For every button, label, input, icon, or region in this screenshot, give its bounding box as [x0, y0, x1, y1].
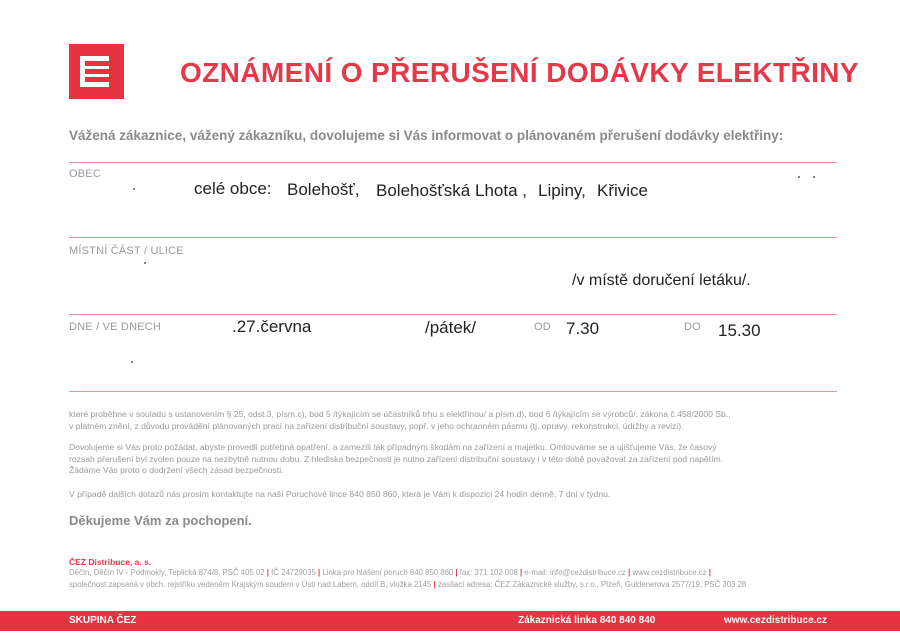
separator: |: [520, 568, 523, 577]
footer-web: www.cezdistribuce.cz: [724, 615, 827, 626]
ulice-label: MÍSTNÍ ČÁST / ULICE: [69, 245, 184, 257]
separator: |: [433, 579, 436, 589]
request-line: Dovolujeme si Vás proto požádat, abyste provedli potřebná opatření, a zamezili tak případným škodám na zařízení a majetku. Omlouváme se a ujišťujeme Vás, že časový: [69, 442, 717, 452]
legal-line: v platném znění, z důvodu provádění plánovaných prací na zařízení distribuční soustavy, popř. v jeho ochranném pásmu (tj. opravy, rekonstrukci, údržby a revizi).: [69, 420, 684, 431]
dne-label: DNE / VE DNECH: [69, 321, 162, 333]
obec-value: Bolehošťská Lhota ,: [376, 181, 527, 200]
footer-group: SKUPINA ČEZ: [69, 615, 137, 626]
obec-label: OBEC: [69, 168, 101, 180]
stray-mark: [813, 176, 815, 178]
request-line: rozsah přerušení byl zvolen pouze na nezbytně nutnou dobu. Z hlediska bezpečnosti je nutno zařízení distribuční soustavy i v této době považovat za zařízení pod napětím.: [69, 453, 724, 464]
stray-mark: [133, 188, 135, 190]
od-value: 7.30: [566, 319, 600, 338]
form-rule: [69, 162, 837, 163]
obec-value: Lipiny,: [538, 181, 586, 200]
legal-paragraph: [69, 409, 849, 432]
page-title: OZNÁMENÍ O PŘERUŠENÍ DODÁVKY ELEKTŘINY: [180, 57, 859, 88]
stray-mark: [144, 262, 146, 264]
obec-prefix: celé obce:: [194, 179, 272, 198]
separator: |: [628, 568, 631, 577]
email: e-mail: info@cezdistribuce.cz: [524, 568, 626, 577]
cez-logo-icon: [69, 44, 124, 99]
registry-text: společnost zapsaná v obch. rejstříku vedeném Krajským soudem v Ústí nad Labem, oddíl B, vložka 2145: [69, 579, 432, 589]
ulice-value: /v místě doručení letáku/.: [572, 272, 751, 289]
company-id: IČ 24729035: [271, 568, 316, 577]
stray-mark: [798, 176, 800, 178]
date-value: .27.června: [232, 317, 312, 336]
obec-value: Bolehošť,: [287, 180, 360, 199]
separator: |: [266, 568, 269, 577]
separator: |: [455, 568, 458, 577]
company-address: [69, 567, 746, 590]
separator: |: [708, 568, 711, 577]
fax: fax: 371 102 008: [459, 568, 518, 577]
do-label: DO: [684, 321, 701, 333]
fault-line: Linka pro hlášení poruch 840 850 860: [322, 568, 454, 577]
stray-mark: [131, 361, 133, 363]
cez-logo: [69, 44, 124, 99]
company-name: ČEZ Distribuce, a. s.: [69, 557, 152, 567]
mailing-address: zasílací adresa: ČEZ Zákaznické služby, s.r.o., Plzeň, Guldenerova 2577/19, PSČ 303 28: [437, 579, 747, 589]
thanks-text: Děkujeme Vám za pochopení.: [69, 513, 252, 528]
footer-hotline: Zákaznická linka 840 840 840: [518, 615, 656, 626]
separator: |: [317, 568, 321, 577]
intro-text: Vážená zákaznice, vážený zákazníku, dovolujeme si Vás informovat o plánovaném přerušení dodávky elektřiny:: [69, 128, 784, 143]
form-rule: [69, 391, 837, 392]
address-text: Děčín, Děčín IV - Podmokly, Teplická 874/8, PSČ 405 02: [69, 568, 265, 577]
do-value: 15.30: [718, 321, 761, 340]
request-line: Žádáme Vás proto o dodržení všech zásad bezpečnosti.: [69, 465, 284, 476]
footer-bar: [0, 611, 900, 631]
weekday-value: /pátek/: [425, 318, 477, 337]
contact-paragraph: V případě dalších dotazů nás prosím kontaktujte na naší Poruchové lince 840 850 860, která je Vám k dispozici 24 hodin denně, 7 dní v týdnu.: [69, 489, 611, 499]
request-paragraph: [69, 442, 849, 477]
od-label: OD: [534, 321, 551, 333]
form-rule: [69, 314, 837, 315]
website: www.cezdistribuce.cz: [632, 568, 707, 577]
legal-line: které proběhne v souladu s ustanovením § 25, odst.3, písm.c), bod 5 /týkajícím se účastníků trhu s elektřinou/ a písm.d), bod 6 /týkajícím se výrobců/, zákona č.458/2000 Sb.,: [69, 409, 731, 419]
obec-value: Křivice: [597, 181, 649, 200]
form-rule: [69, 237, 837, 238]
